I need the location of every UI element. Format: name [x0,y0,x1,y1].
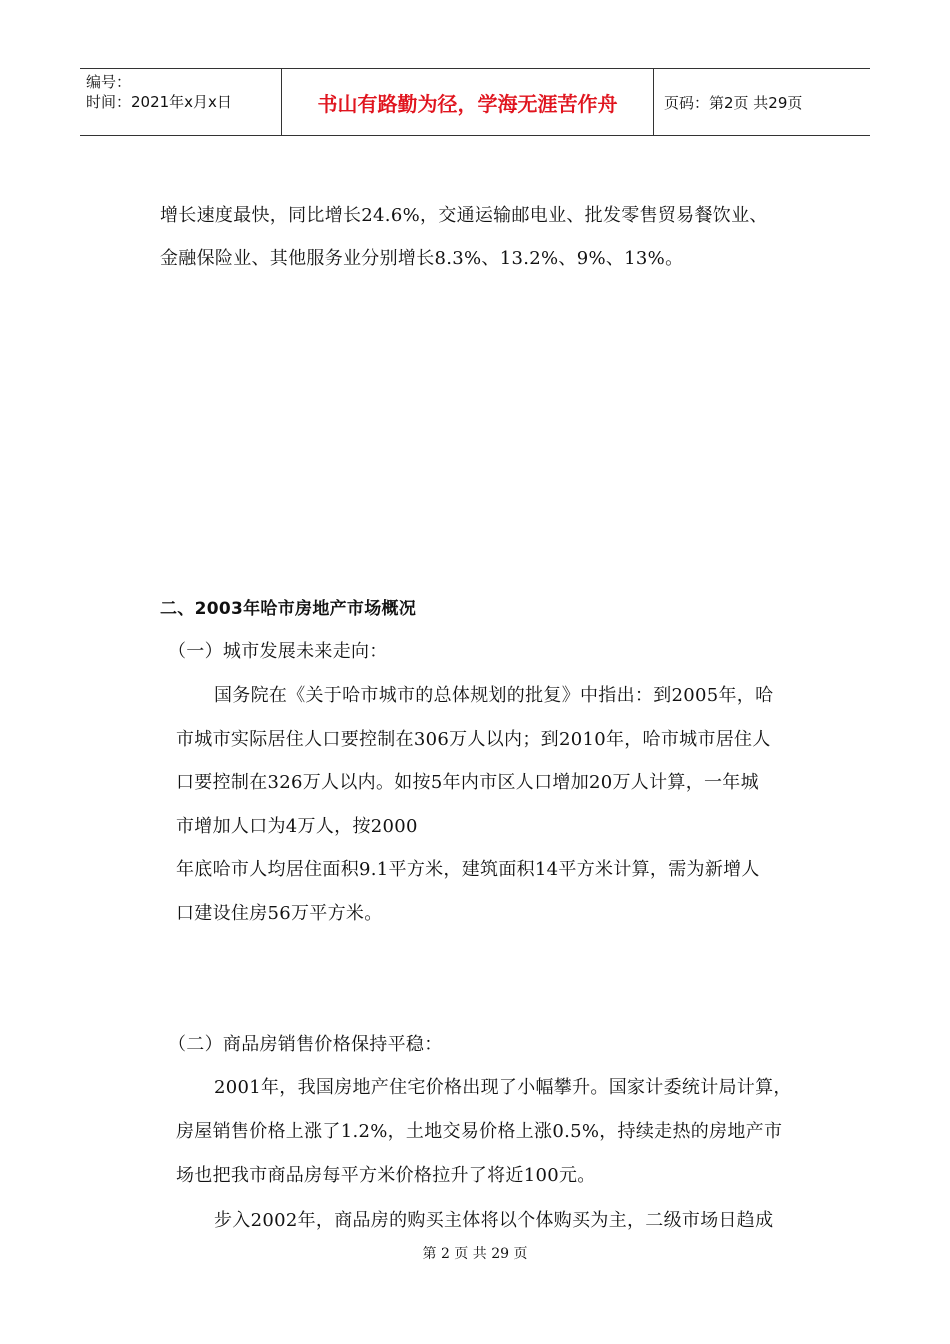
number-label: 编号： [86,73,132,91]
body-line-1: 增长速度最快，同比增长24.6%，交通运输邮电业、批发零售贸易餐饮业、 [160,205,768,226]
header-table [80,68,870,136]
sub1-line-4: 市增加人口为4万人，按2000 [176,816,418,837]
page-footer: 第 2 页 共 29 页 [422,1246,528,1262]
time-label: 时间：2021年x月x日 [86,93,232,111]
sub2-line-2: 房屋销售价格上涨了1.2%，土地交易价格上涨0.5%，持续走热的房地产市 [176,1121,783,1142]
subsection-1-title: （一）城市发展未来走向： [168,641,388,662]
header-info-cell [80,69,282,135]
sub1-line-5: 年底哈市人均居住面积9.1平方米，建筑面积14平方米计算，需为新增人 [176,859,760,880]
sub1-line-1: 国务院在《关于哈市城市的总体规划的批复》中指出：到2005年，哈 [214,685,774,706]
subsection-2-title: （二）商品房销售价格保持平稳： [168,1034,443,1055]
section-title: 二、2003年哈市房地产市场概况 [160,599,417,619]
sub1-line-2: 市城市实际居住人口要控制在306万人以内；到2010年，哈市城市居住人 [176,729,771,750]
sub2-line-4: 步入2002年，商品房的购买主体将以个体购买为主，二级市场日趋成 [214,1210,774,1231]
sub2-line-1: 2001年，我国房地产住宅价格出现了小幅攀升。国家计委统计局计算， [214,1077,792,1098]
body-line-2: 金融保险业、其他服务业分别增长8.3%、13.2%、9%、13%。 [160,248,684,269]
sub1-line-3: 口要控制在326万人以内。如按5年内市区人口增加20万人计算，一年城 [176,772,759,793]
header-page-code: 页码：第2页 共29页 [664,93,803,112]
header-motto: 书山有路勤为径，学海无涯苦作舟 [282,69,654,135]
sub1-line-6: 口建设住房56万平方米。 [176,903,383,924]
sub2-line-3: 场也把我市商品房每平方米价格拉升了将近100元。 [176,1165,596,1186]
